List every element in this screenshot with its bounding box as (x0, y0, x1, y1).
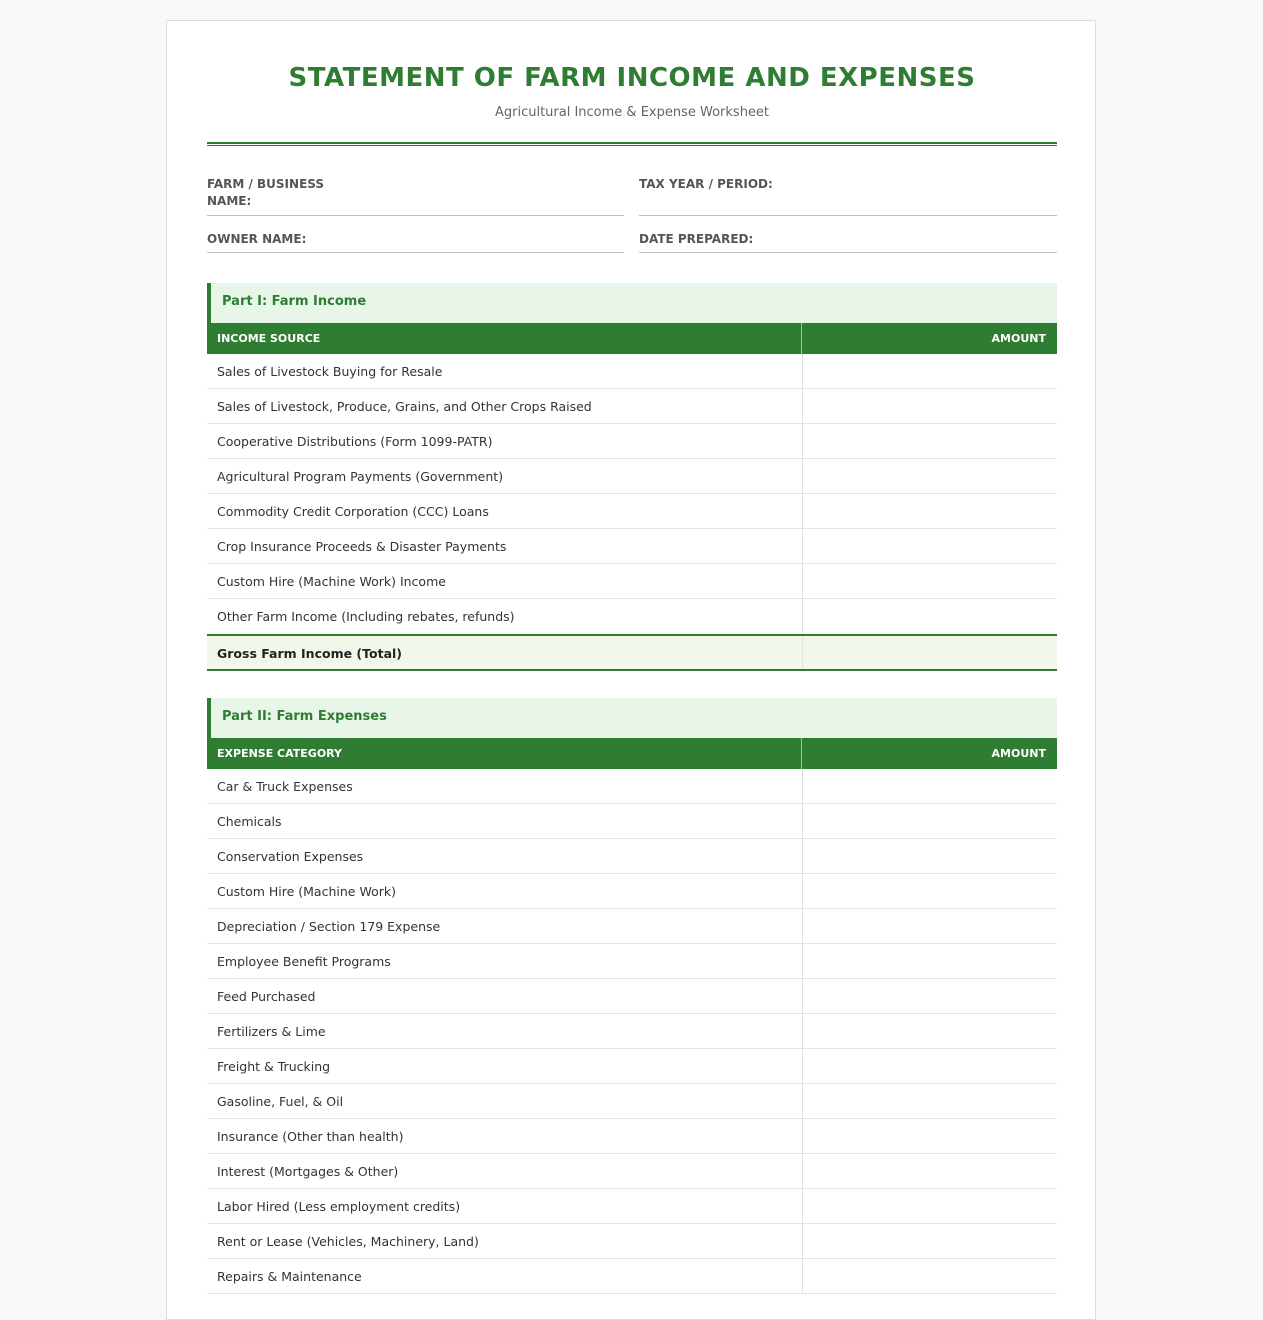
row-label: Conservation Expenses (217, 849, 364, 864)
owner-name-label: OWNER NAME: (207, 232, 307, 246)
row-label: Agricultural Program Payments (Government) (217, 469, 504, 484)
row-label: Gasoline, Fuel, & Oil (217, 1094, 344, 1109)
amount-cell[interactable] (802, 979, 1057, 1013)
expenses-section-title: Part II: Farm Expenses (222, 709, 387, 724)
amount-cell[interactable] (802, 839, 1057, 873)
row-label: Sales of Livestock, Produce, Grains, and Other Crops Raised (217, 399, 592, 414)
amount-cell[interactable] (802, 354, 1057, 388)
farm-name-label-line2: NAME: (207, 194, 252, 208)
amount-cell[interactable] (802, 564, 1057, 598)
table-row (207, 769, 1057, 804)
amount-cell[interactable] (802, 909, 1057, 943)
table-row (207, 354, 1057, 389)
amount-cell[interactable] (802, 1189, 1057, 1223)
header-divider (207, 142, 1057, 146)
table-row (207, 1014, 1057, 1049)
amount-cell[interactable] (802, 424, 1057, 458)
row-label: Insurance (Other than health) (217, 1129, 404, 1144)
amount-cell[interactable] (802, 494, 1057, 528)
table-row (207, 1259, 1057, 1294)
row-label: Sales of Livestock Buying for Resale (217, 364, 443, 379)
gross-income-total-amount[interactable] (802, 636, 1057, 669)
table-row (207, 494, 1057, 529)
amount-cell[interactable] (802, 599, 1057, 633)
page-title: STATEMENT OF FARM INCOME AND EXPENSES (288, 63, 976, 93)
table-row (207, 1119, 1057, 1154)
row-label: Other Farm Income (Including rebates, refunds) (217, 609, 515, 624)
table-row (207, 1189, 1057, 1224)
page-subtitle: Agricultural Income & Expense Worksheet (494, 105, 770, 120)
row-label: Interest (Mortgages & Other) (217, 1164, 399, 1179)
row-label: Custom Hire (Machine Work) Income (217, 574, 446, 589)
row-label: Freight & Trucking (217, 1059, 331, 1074)
table-row (207, 874, 1057, 909)
row-label: Depreciation / Section 179 Expense (217, 919, 441, 934)
table-row (207, 529, 1057, 564)
amount-cell[interactable] (802, 1014, 1057, 1048)
row-label: Labor Hired (Less employment credits) (217, 1199, 461, 1214)
income-section-title: Part I: Farm Income (222, 294, 367, 309)
table-row (207, 1084, 1057, 1119)
income-table-header (207, 323, 1057, 354)
table-row (207, 1224, 1057, 1259)
amount-cell[interactable] (802, 769, 1057, 803)
gross-income-total-row (207, 634, 1057, 671)
row-label: Commodity Credit Corporation (CCC) Loans (217, 504, 489, 519)
date-prepared-label: DATE PREPARED: (639, 232, 754, 246)
expenses-table-header (207, 738, 1057, 769)
table-row (207, 564, 1057, 599)
row-label: Custom Hire (Machine Work) (217, 884, 396, 899)
amount-cell[interactable] (802, 459, 1057, 493)
amount-cell[interactable] (802, 529, 1057, 563)
amount-cell[interactable] (802, 1154, 1057, 1188)
row-label: Employee Benefit Programs (217, 954, 391, 969)
amount-cell[interactable] (802, 874, 1057, 908)
owner-name-field[interactable] (207, 228, 624, 253)
row-label: Rent or Lease (Vehicles, Machinery, Land) (217, 1234, 479, 1249)
amount-cell[interactable] (802, 944, 1057, 978)
farm-name-field[interactable] (207, 173, 624, 216)
row-label: Feed Purchased (217, 989, 316, 1004)
worksheet-page (166, 20, 1096, 1320)
table-row (207, 389, 1057, 424)
table-row (207, 839, 1057, 874)
header-divider-line (801, 323, 802, 354)
table-row (207, 459, 1057, 494)
income-amount-column-header: AMOUNT (991, 332, 1046, 345)
income-source-column-header: INCOME SOURCE (217, 332, 321, 345)
header-divider-line (801, 738, 802, 769)
table-row (207, 599, 1057, 634)
expenses-section-header (207, 698, 1057, 738)
table-row (207, 804, 1057, 839)
table-row (207, 979, 1057, 1014)
row-label: Chemicals (217, 814, 282, 829)
table-row (207, 909, 1057, 944)
table-row (207, 944, 1057, 979)
amount-cell[interactable] (802, 1259, 1057, 1293)
farm-name-label-line1: FARM / BUSINESS (207, 177, 325, 191)
table-row (207, 1154, 1057, 1189)
expense-amount-column-header: AMOUNT (991, 747, 1046, 760)
row-label: Repairs & Maintenance (217, 1269, 362, 1284)
expenses-table (207, 738, 1057, 1294)
amount-cell[interactable] (802, 1119, 1057, 1153)
amount-cell[interactable] (802, 1084, 1057, 1118)
amount-cell[interactable] (802, 804, 1057, 838)
row-label: Car & Truck Expenses (217, 779, 353, 794)
table-row (207, 424, 1057, 459)
tax-year-label: TAX YEAR / PERIOD: (639, 177, 773, 191)
amount-cell[interactable] (802, 1049, 1057, 1083)
row-label: Crop Insurance Proceeds & Disaster Payments (217, 539, 507, 554)
income-section-header (207, 283, 1057, 323)
farm-name-label (207, 176, 324, 210)
expense-category-column-header: EXPENSE CATEGORY (217, 747, 343, 760)
amount-cell[interactable] (802, 1224, 1057, 1258)
row-label: Cooperative Distributions (Form 1099-PATR) (217, 434, 493, 449)
table-row (207, 1049, 1057, 1084)
row-label: Fertilizers & Lime (217, 1024, 326, 1039)
gross-income-total-label: Gross Farm Income (Total) (217, 646, 403, 661)
income-table (207, 323, 1057, 671)
tax-year-field[interactable] (639, 173, 1057, 216)
date-prepared-field[interactable] (639, 228, 1057, 253)
amount-cell[interactable] (802, 389, 1057, 423)
